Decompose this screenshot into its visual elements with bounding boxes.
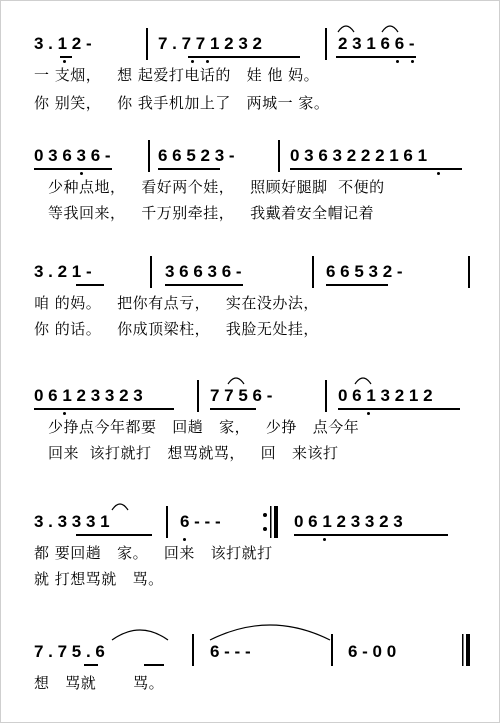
barline (325, 28, 327, 60)
octave-dot (183, 538, 186, 541)
measure-5-2: 6 - - - (180, 512, 221, 531)
barline (146, 28, 148, 60)
barline (312, 256, 314, 288)
underline (84, 664, 98, 666)
lyric-line-1: 少挣点今年都要 回趟 家， 少挣 点今年 (48, 418, 360, 436)
lyric-line-2: 回来 该打就打 想骂就骂， 回 来该打 (48, 444, 339, 462)
barline (148, 140, 150, 172)
lyric-line-2: 你 别笑， 你 我手机加上了 两城一 家。 (34, 94, 330, 112)
octave-dot (206, 60, 209, 63)
underline (76, 534, 152, 536)
octave-dot (323, 538, 326, 541)
underline (336, 56, 416, 58)
barline (278, 140, 280, 172)
measure-2-1: 0 3 6 3 6 - (34, 146, 111, 165)
measure-1-3: 2 3 1 6 6 - (338, 34, 415, 53)
underline (338, 408, 460, 410)
lyric-line-1: 少种点地， 看好两个娃， 照顾好腿脚 不便的 (48, 178, 385, 196)
barline (150, 256, 152, 288)
barline (331, 634, 333, 666)
measure-4-2: 7 7 5 6 - (210, 386, 273, 405)
underline (188, 56, 300, 58)
measure-1-1: 3 . 1 2 - (34, 34, 92, 53)
octave-dot (80, 172, 83, 175)
octave-dot (437, 172, 440, 175)
octave-dot (367, 412, 370, 415)
octave-dot (411, 60, 414, 63)
measure-6-3: 6 - 0 0 (348, 642, 397, 661)
measure-3-3: 6 6 5 3 2 - (326, 262, 403, 281)
lyric-line-1: 想 骂就 骂。 (34, 674, 165, 692)
lyric-line-1: 咱 的妈。 把你有点亏， 实在没办法， (34, 294, 319, 312)
lyric-line-2: 等我回来， 千万别牵挂， 我戴着安全帽记着 (48, 204, 375, 222)
barline (325, 380, 327, 412)
measure-2-2: 6 6 5 2 3 - (158, 146, 235, 165)
underline (165, 284, 243, 286)
measure-6-1: 7 . 7 5 . 6 (34, 642, 105, 661)
measure-4-3: 0 6 1 3 2 1 2 (338, 386, 433, 405)
barline (468, 256, 470, 288)
measure-1-2: 7 . 7 7 1 2 3 2 (158, 34, 262, 53)
measure-5-3: 0 6 1 2 3 3 2 3 (294, 512, 403, 531)
octave-dot (63, 412, 66, 415)
measure-5-1: 3 . 3 3 3 1 (34, 512, 110, 531)
barline (166, 506, 168, 538)
lyric-line-1: 一 支烟， 想 起爱打电话的 娃 他 妈。 (34, 66, 320, 84)
underline (34, 168, 112, 170)
underline (60, 56, 72, 58)
underline (326, 284, 388, 286)
underline (76, 284, 104, 286)
barline (197, 380, 199, 412)
barline (192, 634, 194, 666)
underline (290, 168, 462, 170)
underline (144, 664, 164, 666)
measure-2-3: 0 3 6 3 2 2 2 1 6 1 (290, 146, 428, 165)
measure-4-1: 0 6 1 2 3 3 2 3 (34, 386, 143, 405)
underline (294, 534, 448, 536)
lyric-line-1: 都 要回趟 家。 回来 该打就打 (34, 544, 273, 562)
lyric-line-2: 你 的话。 你成顶梁柱， 我脸无处挂， (34, 320, 319, 338)
octave-dot (191, 60, 194, 63)
underline (210, 408, 256, 410)
underline (34, 408, 174, 410)
measure-6-2: 6 - - - (210, 642, 251, 661)
underline (158, 168, 220, 170)
octave-dot (396, 60, 399, 63)
measure-3-1: 3 . 2 1 - (34, 262, 92, 281)
lyric-line-2: 就 打想骂就 骂。 (34, 570, 164, 588)
measure-3-2: 3 6 6 3 6 - (165, 262, 242, 281)
octave-dot (63, 60, 66, 63)
